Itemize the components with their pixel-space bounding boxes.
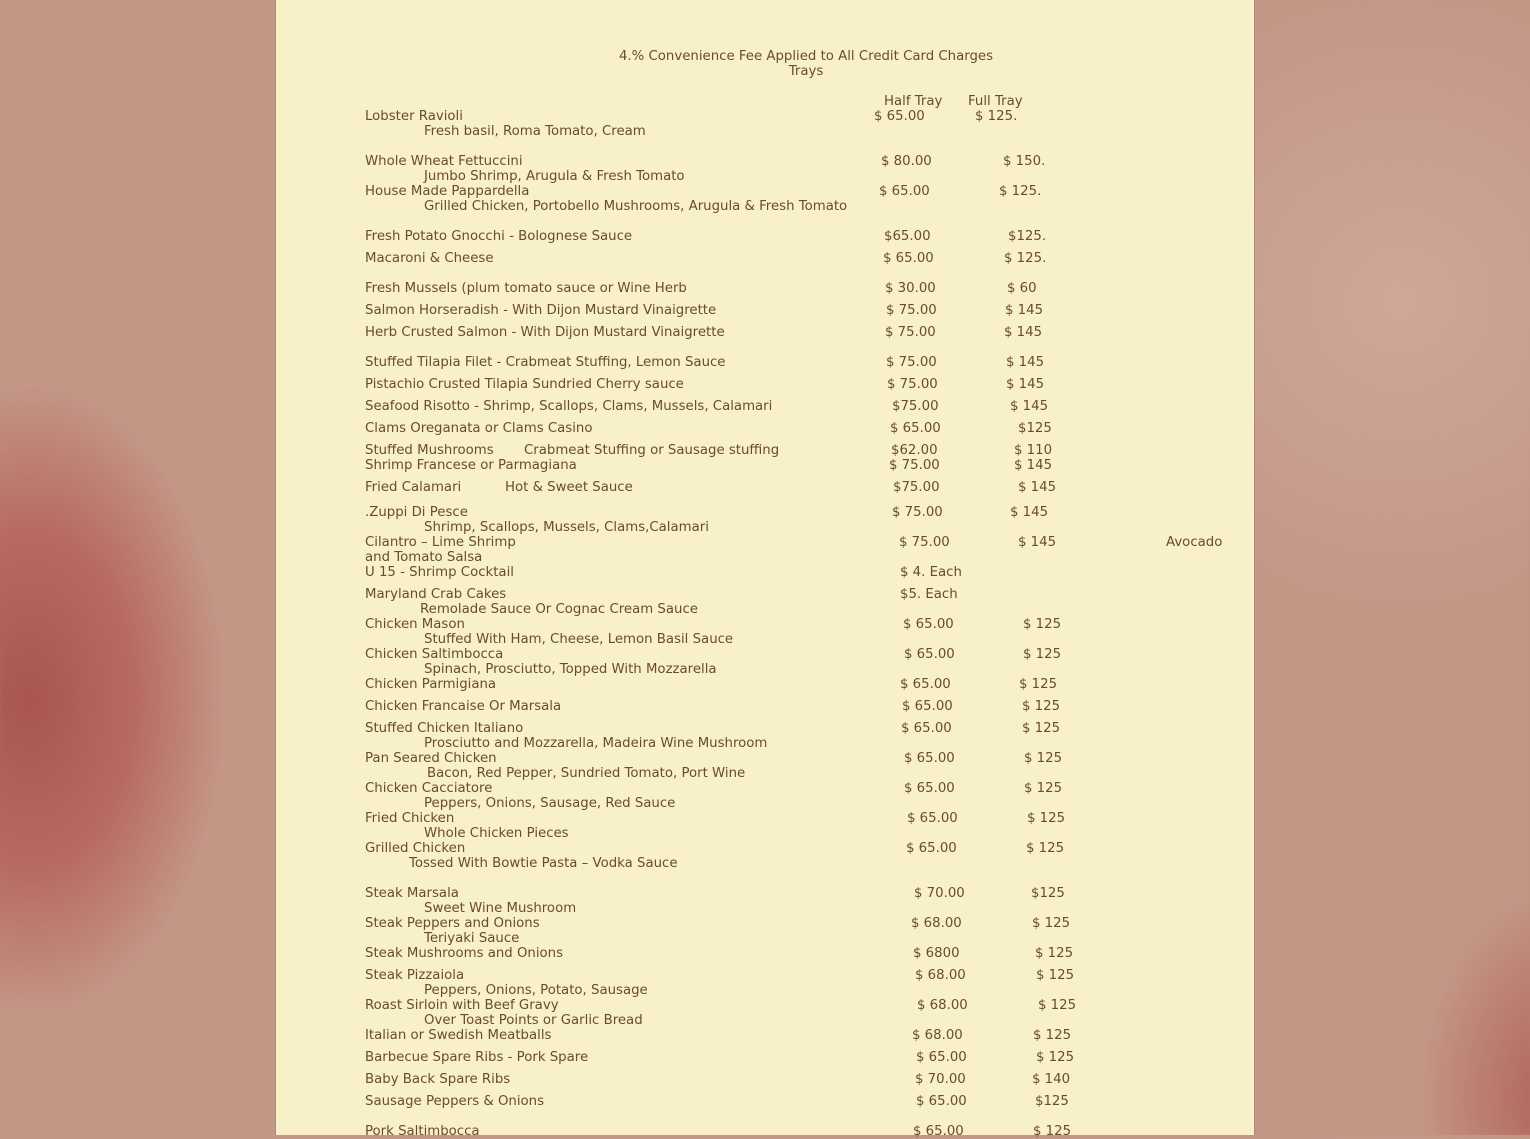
full-tray-price: $ 60 bbox=[1007, 281, 1037, 296]
menu-item-name: Chicken Cacciatore bbox=[365, 781, 493, 796]
menu-item-option: Crabmeat Stuffing or Sausage stuffing bbox=[524, 443, 780, 458]
full-tray-price: $125 bbox=[1018, 421, 1052, 436]
full-tray-price: $ 140 bbox=[1032, 1072, 1071, 1087]
half-tray-price: $ 75.00 bbox=[887, 377, 938, 392]
half-tray-price: $ 65.00 bbox=[900, 677, 951, 692]
section-title: Trays bbox=[788, 64, 824, 79]
half-tray-price: $ 75.00 bbox=[885, 325, 936, 340]
half-tray-price: $ 68.00 bbox=[915, 968, 966, 983]
menu-item-description: Spinach, Prosciutto, Topped With Mozzarella bbox=[424, 662, 717, 677]
menu-item-name: Chicken Saltimbocca bbox=[365, 647, 504, 662]
menu-item-name: Barbecue Spare Ribs - Pork Spare bbox=[365, 1050, 589, 1065]
menu-item-name: Steak Marsala bbox=[365, 886, 459, 901]
half-tray-price: $ 75.00 bbox=[886, 303, 937, 318]
menu-item-name: Clams Oreganata or Clams Casino bbox=[365, 421, 593, 436]
half-tray-price: $75.00 bbox=[892, 399, 939, 414]
menu-item-name: Chicken Parmigiana bbox=[365, 677, 497, 692]
menu-item-description: Fresh basil, Roma Tomato, Cream bbox=[424, 124, 646, 139]
menu-item-name: Baby Back Spare Ribs bbox=[365, 1072, 511, 1087]
half-tray-price: $ 4. Each bbox=[900, 565, 962, 580]
full-tray-price: $ 145 bbox=[1010, 505, 1049, 520]
half-tray-price: $62.00 bbox=[891, 443, 938, 458]
half-tray-price: $ 70.00 bbox=[914, 886, 965, 901]
half-tray-price: $ 75.00 bbox=[892, 505, 943, 520]
half-tray-price: $ 65.00 bbox=[904, 751, 955, 766]
menu-item-name: Fresh Mussels (plum tomato sauce or Wine Herb bbox=[365, 281, 687, 296]
menu-item-description: Remolade Sauce Or Cognac Cream Sauce bbox=[420, 602, 698, 617]
menu-item-name: Salmon Horseradish - With Dijon Mustard Vinaigrette bbox=[365, 303, 717, 318]
menu-item-name: Shrimp Francese or Parmagiana bbox=[365, 458, 577, 473]
half-tray-price: $ 65.00 bbox=[890, 421, 941, 436]
menu-item-name: Steak Mushrooms and Onions bbox=[365, 946, 564, 961]
full-tray-price: $ 125 bbox=[1023, 617, 1062, 632]
menu-item-name: House Made Pappardella bbox=[365, 184, 530, 199]
menu-item-name: Stuffed Mushrooms bbox=[365, 443, 494, 458]
full-tray-price: $ 125. bbox=[975, 109, 1018, 124]
half-tray-price: $ 65.00 bbox=[904, 647, 955, 662]
full-tray-price: $ 125. bbox=[1004, 251, 1047, 266]
full-tray-price: $ 145 bbox=[1014, 458, 1053, 473]
menu-item-description: Stuffed With Ham, Cheese, Lemon Basil Sauce bbox=[424, 632, 734, 647]
menu-item-name: Pork Saltimbocca bbox=[365, 1124, 480, 1139]
full-tray-price: $ 125 bbox=[1033, 1028, 1072, 1043]
fee-notice: 4.% Convenience Fee Applied to All Credit Card Charges bbox=[618, 49, 994, 64]
full-tray-price: $ 125 bbox=[1022, 721, 1061, 736]
menu-item-name: Chicken Francaise Or Marsala bbox=[365, 699, 562, 714]
half-tray-price: $ 68.00 bbox=[912, 1028, 963, 1043]
menu-item-description: Teriyaki Sauce bbox=[424, 931, 520, 946]
half-tray-price: $ 65.00 bbox=[916, 1050, 967, 1065]
full-tray-price: $ 125 bbox=[1023, 647, 1062, 662]
full-tray-price: $ 125 bbox=[1033, 1124, 1072, 1139]
full-tray-price: $125 bbox=[1031, 886, 1065, 901]
half-tray-price: $ 75.00 bbox=[886, 355, 937, 370]
menu-item-name: Stuffed Tilapia Filet - Crabmeat Stuffing, Lemon Sauce bbox=[365, 355, 726, 370]
half-tray-price: $ 65.00 bbox=[904, 781, 955, 796]
menu-item-name: Pan Seared Chicken bbox=[365, 751, 497, 766]
full-tray-price: $ 125 bbox=[1035, 946, 1074, 961]
menu-item-name: Chicken Mason bbox=[365, 617, 465, 632]
full-tray-price: $ 125 bbox=[1032, 916, 1071, 931]
half-tray-price: $ 6800 bbox=[913, 946, 960, 961]
full-tray-price: $ 145 bbox=[1018, 480, 1057, 495]
menu-item-name: Sausage Peppers & Onions bbox=[365, 1094, 545, 1109]
menu-item-name-continued: and Tomato Salsa bbox=[365, 550, 483, 565]
menu-item-name: Grilled Chicken bbox=[365, 841, 466, 856]
menu-item-name: Fried Chicken bbox=[365, 811, 455, 826]
menu-item-name: .Zuppi Di Pesce bbox=[365, 505, 468, 520]
menu-item-name: Macaroni & Cheese bbox=[365, 251, 494, 266]
menu-item-description: Bacon, Red Pepper, Sundried Tomato, Port Wine bbox=[427, 766, 746, 781]
menu-item-description: Prosciutto and Mozzarella, Madeira Wine Mushroom bbox=[424, 736, 768, 751]
column-header-half-tray: Half Tray bbox=[884, 94, 943, 109]
column-header-full-tray: Full Tray bbox=[968, 94, 1023, 109]
full-tray-price: $ 125 bbox=[1027, 811, 1066, 826]
menu-item-name: Lobster Ravioli bbox=[365, 109, 463, 124]
half-tray-price: $ 65.00 bbox=[903, 617, 954, 632]
half-tray-price: $5. Each bbox=[900, 587, 958, 602]
full-tray-price: $ 150. bbox=[1003, 154, 1046, 169]
half-tray-price: $ 65.00 bbox=[902, 699, 953, 714]
menu-item-name: Fresh Potato Gnocchi - Bolognese Sauce bbox=[365, 229, 633, 244]
full-tray-price: $ 125 bbox=[1036, 968, 1075, 983]
half-tray-price: $ 75.00 bbox=[899, 535, 950, 550]
half-tray-price: $65.00 bbox=[884, 229, 931, 244]
full-tray-price: $ 125 bbox=[1038, 998, 1077, 1013]
full-tray-price: $ 125 bbox=[1022, 699, 1061, 714]
menu-item-description: Grilled Chicken, Portobello Mushrooms, Arugula & Fresh Tomato bbox=[424, 199, 848, 214]
full-tray-price: $ 145 bbox=[1004, 325, 1043, 340]
full-tray-price: $ 110 bbox=[1014, 443, 1053, 458]
menu-item-name: Fried Calamari bbox=[365, 480, 462, 495]
half-tray-price: $ 68.00 bbox=[911, 916, 962, 931]
menu-item-name: Whole Wheat Fettuccini bbox=[365, 154, 523, 169]
half-tray-price: $ 65.00 bbox=[907, 811, 958, 826]
menu-item-description: Whole Chicken Pieces bbox=[424, 826, 569, 841]
full-tray-price: $ 145 bbox=[1006, 355, 1045, 370]
menu-item-description: Over Toast Points or Garlic Bread bbox=[424, 1013, 643, 1028]
menu-item-description: Shrimp, Scallops, Mussels, Clams,Calamari bbox=[424, 520, 709, 535]
half-tray-price: $ 65.00 bbox=[883, 251, 934, 266]
full-tray-price: $ 125 bbox=[1024, 781, 1063, 796]
full-tray-price: $125 bbox=[1035, 1094, 1069, 1109]
menu-item-note: Avocado bbox=[1166, 535, 1223, 550]
menu-item-name: Roast Sirloin with Beef Gravy bbox=[365, 998, 559, 1013]
menu-item-name: Steak Pizzaiola bbox=[365, 968, 465, 983]
menu-item-name: Pistachio Crusted Tilapia Sundried Cherry sauce bbox=[365, 377, 684, 392]
menu-item-description: Peppers, Onions, Sausage, Red Sauce bbox=[424, 796, 676, 811]
half-tray-price: $ 65.00 bbox=[913, 1124, 964, 1139]
half-tray-price: $ 65.00 bbox=[901, 721, 952, 736]
half-tray-price: $ 65.00 bbox=[879, 184, 930, 199]
menu-item-name: Herb Crusted Salmon - With Dijon Mustard Vinaigrette bbox=[365, 325, 725, 340]
menu-item-name: Stuffed Chicken Italiano bbox=[365, 721, 524, 736]
half-tray-price: $ 30.00 bbox=[885, 281, 936, 296]
half-tray-price: $ 65.00 bbox=[906, 841, 957, 856]
menu-item-option: Hot & Sweet Sauce bbox=[505, 480, 633, 495]
full-tray-price: $ 125 bbox=[1019, 677, 1058, 692]
menu-item-name: U 15 - Shrimp Cocktail bbox=[365, 565, 514, 580]
full-tray-price: $ 125 bbox=[1024, 751, 1063, 766]
menu-item-description: Tossed With Bowtie Pasta – Vodka Sauce bbox=[409, 856, 678, 871]
half-tray-price: $ 75.00 bbox=[889, 458, 940, 473]
half-tray-price: $ 80.00 bbox=[881, 154, 932, 169]
half-tray-price: $ 68.00 bbox=[917, 998, 968, 1013]
half-tray-price: $75.00 bbox=[893, 480, 940, 495]
full-tray-price: $ 125 bbox=[1026, 841, 1065, 856]
menu-item-name: Steak Peppers and Onions bbox=[365, 916, 540, 931]
half-tray-price: $ 70.00 bbox=[915, 1072, 966, 1087]
menu-item-name: Cilantro – Lime Shrimp bbox=[365, 535, 516, 550]
full-tray-price: $ 125 bbox=[1036, 1050, 1075, 1065]
full-tray-price: $ 145 bbox=[1010, 399, 1049, 414]
full-tray-price: $ 125. bbox=[999, 184, 1042, 199]
full-tray-price: $ 145 bbox=[1018, 535, 1057, 550]
full-tray-price: $125. bbox=[1008, 229, 1047, 244]
menu-item-name: Maryland Crab Cakes bbox=[365, 587, 507, 602]
menu-item-name: Italian or Swedish Meatballs bbox=[365, 1028, 552, 1043]
half-tray-price: $ 65.00 bbox=[916, 1094, 967, 1109]
menu-item-description: Sweet Wine Mushroom bbox=[424, 901, 577, 916]
menu-item-description: Jumbo Shrimp, Arugula & Fresh Tomato bbox=[424, 169, 685, 184]
full-tray-price: $ 145 bbox=[1006, 377, 1045, 392]
half-tray-price: $ 65.00 bbox=[874, 109, 925, 124]
full-tray-price: $ 145 bbox=[1005, 303, 1044, 318]
menu-item-description: Peppers, Onions, Potato, Sausage bbox=[424, 983, 648, 998]
menu-item-name: Seafood Risotto - Shrimp, Scallops, Clams, Mussels, Calamari bbox=[365, 399, 773, 414]
